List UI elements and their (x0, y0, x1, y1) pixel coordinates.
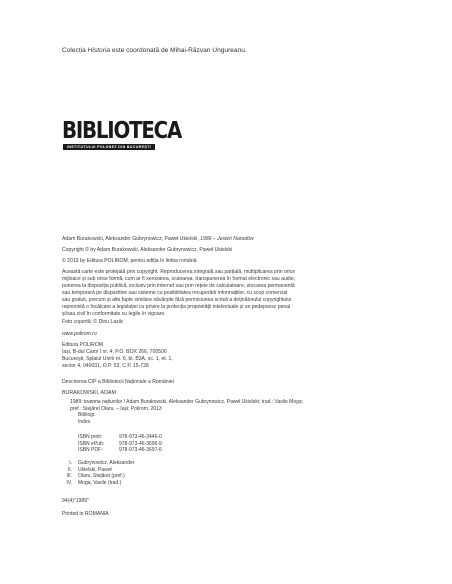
isbn-value: 978-973-46-3446-0 (119, 434, 162, 440)
cip-title: 1989: toamna națiunilor (70, 399, 123, 405)
address-line: sector 4, 040031, O.P. 53, C.P. 15-728 (62, 363, 149, 369)
cip-entry (62, 473, 134, 480)
isbn-label: ISBN print: (78, 434, 103, 440)
cip-bibliography: Bibliogr. (78, 412, 96, 419)
collection-note (62, 47, 247, 54)
legal-line: și/sau civil în conformitate cu legile în vigoare. (62, 311, 166, 317)
book-credits (62, 236, 254, 243)
legal-line: reprezintă o încălcare a legislației cu privire la protecția proprietății intelectuale și se pedepsesc penal (62, 304, 291, 310)
cip-title-line-2: pref.: Stejărel Olaru. – Iași: Polirom, 2013 (70, 405, 162, 412)
entry-text: Ukielski, Paweł (78, 466, 112, 473)
cip-description (70, 399, 303, 425)
address-line: Editura POLIROM (62, 342, 104, 348)
cip-heading: Descrierea CIP a Bibliotecii Naționale a României (62, 379, 174, 385)
credits-authors: Adam Burakowski, Aleksander Gubrynowicz, Paweł Ukielski, (62, 236, 199, 242)
legal-line: punerea la dispoziția publică, inclusiv prin internet sau prin rețele de calculatoare, stocarea permanentă (62, 283, 295, 289)
isbn-row (78, 441, 162, 448)
entry-number: III. (66, 473, 72, 480)
isbn-row (78, 434, 162, 441)
entry-text: Moga, Vasile (trad.) (78, 479, 122, 486)
cip-entry (62, 480, 134, 487)
cip-author: BURAKOWSKI, ADAM (62, 390, 116, 396)
cip-entry (62, 467, 134, 474)
isbn-label: ISBN PDF: (78, 447, 103, 454)
printed-in: Printed in ROMANIA (62, 511, 109, 517)
address-line: Iași, B-dul Carol I nr. 4; P.O. BOX 266, 700506 (62, 349, 167, 355)
cip-title-line (70, 399, 303, 406)
cip-title-rest: / Adam Burakowski, Aleksander Gubrynowicz, Paweł Ukielski; trad.: Vasile Moga; (123, 399, 304, 405)
copyright-publisher: © 2013 by Editura POLIROM, pentru ediția în limba română (62, 258, 197, 264)
entry-text: Gubrynowicz, Aleksander (78, 460, 135, 466)
publisher-website: www.polirom.ro (62, 331, 97, 337)
legal-paragraph (62, 269, 394, 318)
cip-entries (62, 460, 134, 486)
isbn-list (78, 434, 162, 454)
isbn-label: ISBN ePub: (78, 440, 105, 447)
isbn-row (78, 447, 162, 454)
address-line: București, Splaiul Unirii nr. 6, bl. B3A, sc. 1, et. 1, (62, 356, 173, 362)
legal-line: Această carte este protejată prin copyright. Reproducerea integrală sau parțială, multiplicarea prin orice (62, 269, 296, 275)
entry-number: IV. (66, 479, 72, 486)
collection-series: Historia (87, 47, 111, 54)
legal-line: mijloace și sub orice formă, cum ar fi xeroxarea, scanarea, transpunerea în format electronic sau audio, (62, 276, 296, 282)
logo-subtitle: INSTITUTULUI POLONEZ DIN BUCUREȘTI (63, 144, 155, 150)
cover-photo-credit: Foto copertă: © Dinu Lazăr (62, 319, 124, 325)
entry-text: Olaru, Stejărel (pref.) (78, 473, 125, 480)
legal-line: sau temporară pe dispozitive sau sisteme cu posibilitatea recuperării informațiilor, cu scop comercial (62, 290, 288, 296)
logo-wordmark: BIBLIOTECA (62, 118, 182, 144)
collection-prefix: Colecția (62, 47, 86, 54)
publisher-address (62, 342, 173, 370)
biblioteca-logo (62, 118, 182, 152)
collection-suffix: este coordonată de Mihai-Răzvan Ungureanu. (111, 47, 247, 54)
cip-entry (62, 460, 134, 467)
cip-index: Index (78, 418, 91, 425)
entry-number: I. (69, 460, 72, 466)
isbn-value: 978-973-46-3696-9 (119, 440, 162, 447)
copyright-authors: Copyright © by Adam Burakowski, Aleksander Gubrynowicz, Paweł Ukielski (62, 247, 233, 253)
entry-number: II. (67, 466, 72, 473)
cip-classification: 94(4)"1989" (62, 498, 89, 504)
credits-original-title: 1989 – Jesień Narodów (200, 236, 254, 242)
isbn-value: 978-973-46-3697-6 (119, 447, 162, 454)
legal-line: sau gratuit, precum și alte fapte similare săvârșite fără permisiunea scrisă a deținătorului copyrightului (62, 297, 292, 303)
